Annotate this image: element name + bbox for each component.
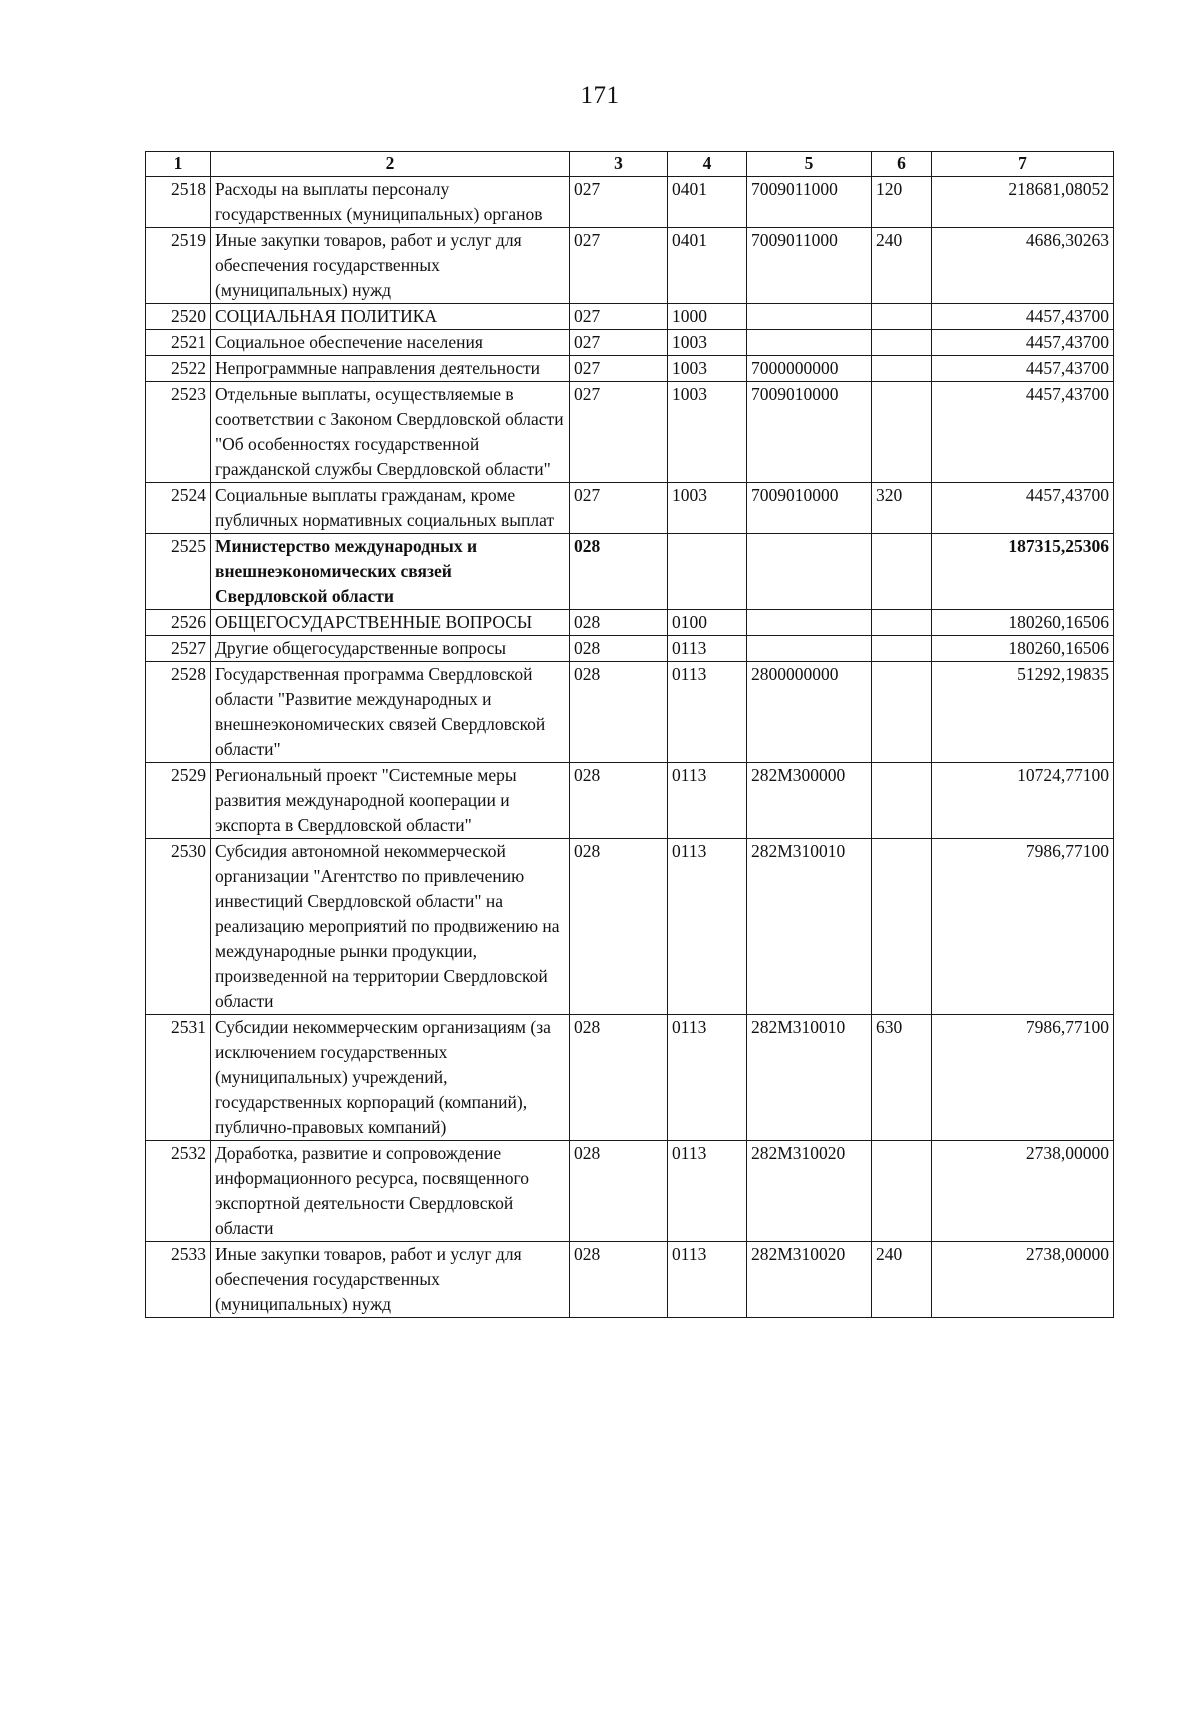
table-row	[146, 228, 1114, 304]
budget-table	[145, 151, 1114, 1318]
row-expense-type	[872, 356, 932, 382]
row-section-code	[668, 534, 747, 610]
row-target-code	[747, 534, 872, 610]
row-amount: 7986,77100	[932, 1015, 1114, 1141]
row-description: Министерство международных и внешнеэкономических связей Свердловской области	[211, 534, 570, 610]
table-row	[146, 839, 1114, 1015]
row-expense-type	[872, 839, 932, 1015]
row-amount: 4457,43700	[932, 330, 1114, 356]
header-col-3: 3	[570, 152, 668, 177]
row-ministry-code: 028	[570, 1015, 668, 1141]
row-section-code: 1000	[668, 304, 747, 330]
row-section-code: 1003	[668, 330, 747, 356]
row-number: 2524	[146, 483, 211, 534]
row-description: Социальные выплаты гражданам, кроме публичных нормативных социальных выплат	[211, 483, 570, 534]
row-target-code: 7009010000	[747, 382, 872, 483]
row-description: Отдельные выплаты, осуществляемые в соответствии с Законом Свердловской области "Об особенностях государственной гражданской службы Свердловской области"	[211, 382, 570, 483]
row-expense-type: 240	[872, 1242, 932, 1318]
row-number: 2526	[146, 610, 211, 636]
table-row	[146, 636, 1114, 662]
row-amount: 2738,00000	[932, 1141, 1114, 1242]
row-description: Другие общегосударственные вопросы	[211, 636, 570, 662]
row-number: 2527	[146, 636, 211, 662]
row-number: 2532	[146, 1141, 211, 1242]
row-expense-type	[872, 636, 932, 662]
row-expense-type: 240	[872, 228, 932, 304]
row-description: СОЦИАЛЬНАЯ ПОЛИТИКА	[211, 304, 570, 330]
table-row	[146, 1141, 1114, 1242]
row-number: 2533	[146, 1242, 211, 1318]
row-description: Субсидия автономной некоммерческой организации "Агентство по привлечению инвестиций Свердловской области" на реализацию мероприятий по продвижению на международные рынки продукции, произведенной на территории Свердловской области	[211, 839, 570, 1015]
row-description: Доработка, развитие и сопровождение информационного ресурса, посвященного экспортной деятельности Свердловской области	[211, 1141, 570, 1242]
row-ministry-code: 028	[570, 763, 668, 839]
row-section-code: 0113	[668, 662, 747, 763]
row-target-code	[747, 636, 872, 662]
table-row	[146, 304, 1114, 330]
row-number: 2519	[146, 228, 211, 304]
table-row	[146, 1015, 1114, 1141]
row-amount: 180260,16506	[932, 610, 1114, 636]
table-body	[146, 177, 1114, 1318]
row-number: 2518	[146, 177, 211, 228]
row-section-code: 0113	[668, 1141, 747, 1242]
row-expense-type	[872, 534, 932, 610]
table-row	[146, 177, 1114, 228]
row-amount: 51292,19835	[932, 662, 1114, 763]
header-col-4: 4	[668, 152, 747, 177]
table-row	[146, 382, 1114, 483]
row-amount: 7986,77100	[932, 839, 1114, 1015]
row-ministry-code: 027	[570, 483, 668, 534]
header-col-5: 5	[747, 152, 872, 177]
row-amount: 4457,43700	[932, 483, 1114, 534]
row-ministry-code: 028	[570, 1242, 668, 1318]
row-expense-type	[872, 763, 932, 839]
row-target-code	[747, 304, 872, 330]
row-target-code: 282М300000	[747, 763, 872, 839]
row-ministry-code: 027	[570, 382, 668, 483]
table-header	[146, 152, 1114, 177]
row-ministry-code: 028	[570, 636, 668, 662]
row-expense-type: 120	[872, 177, 932, 228]
row-ministry-code: 027	[570, 304, 668, 330]
row-section-code: 0113	[668, 636, 747, 662]
row-expense-type	[872, 382, 932, 483]
row-ministry-code: 027	[570, 330, 668, 356]
table-row	[146, 483, 1114, 534]
row-amount: 10724,77100	[932, 763, 1114, 839]
row-expense-type	[872, 1141, 932, 1242]
header-col-1: 1	[146, 152, 211, 177]
row-amount: 180260,16506	[932, 636, 1114, 662]
row-ministry-code: 028	[570, 1141, 668, 1242]
row-number: 2528	[146, 662, 211, 763]
row-number: 2529	[146, 763, 211, 839]
row-description: Государственная программа Свердловской области "Развитие международных и внешнеэкономических связей Свердловской области"	[211, 662, 570, 763]
row-target-code: 7009011000	[747, 228, 872, 304]
row-ministry-code: 028	[570, 610, 668, 636]
row-target-code: 7000000000	[747, 356, 872, 382]
row-expense-type	[872, 662, 932, 763]
row-ministry-code: 028	[570, 839, 668, 1015]
row-target-code: 282М310020	[747, 1242, 872, 1318]
row-description: Иные закупки товаров, работ и услуг для обеспечения государственных (муниципальных) нужд	[211, 1242, 570, 1318]
row-section-code: 1003	[668, 382, 747, 483]
row-description: Расходы на выплаты персоналу государственных (муниципальных) органов	[211, 177, 570, 228]
table-row	[146, 330, 1114, 356]
row-number: 2520	[146, 304, 211, 330]
row-section-code: 0113	[668, 1242, 747, 1318]
table-row	[146, 610, 1114, 636]
header-col-6: 6	[872, 152, 932, 177]
row-ministry-code: 027	[570, 228, 668, 304]
row-description: ОБЩЕГОСУДАРСТВЕННЫЕ ВОПРОСЫ	[211, 610, 570, 636]
row-description: Региональный проект "Системные меры развития международной кооперации и экспорта в Свердловской области"	[211, 763, 570, 839]
row-target-code	[747, 610, 872, 636]
table-row	[146, 662, 1114, 763]
row-description: Иные закупки товаров, работ и услуг для обеспечения государственных (муниципальных) нужд	[211, 228, 570, 304]
header-row	[146, 152, 1114, 177]
header-col-7: 7	[932, 152, 1114, 177]
table-row	[146, 1242, 1114, 1318]
row-description: Социальное обеспечение населения	[211, 330, 570, 356]
row-amount: 4457,43700	[932, 356, 1114, 382]
row-section-code: 0401	[668, 228, 747, 304]
row-target-code: 282М310010	[747, 839, 872, 1015]
row-ministry-code: 027	[570, 177, 668, 228]
row-amount: 2738,00000	[932, 1242, 1114, 1318]
header-col-2: 2	[211, 152, 570, 177]
row-number: 2522	[146, 356, 211, 382]
row-expense-type	[872, 304, 932, 330]
row-description: Субсидии некоммерческим организациям (за исключением государственных (муниципальных) учреждений, государственных корпораций (компаний), публично-правовых компаний)	[211, 1015, 570, 1141]
page-number: 171	[580, 82, 620, 109]
row-number: 2525	[146, 534, 211, 610]
row-amount: 187315,25306	[932, 534, 1114, 610]
row-expense-type	[872, 330, 932, 356]
row-number: 2530	[146, 839, 211, 1015]
row-section-code: 0401	[668, 177, 747, 228]
table-row	[146, 356, 1114, 382]
row-target-code: 282М310010	[747, 1015, 872, 1141]
row-ministry-code: 028	[570, 534, 668, 610]
row-expense-type: 320	[872, 483, 932, 534]
row-target-code: 7009011000	[747, 177, 872, 228]
row-amount: 4686,30263	[932, 228, 1114, 304]
table-row	[146, 534, 1114, 610]
row-number: 2523	[146, 382, 211, 483]
row-section-code: 1003	[668, 356, 747, 382]
row-target-code	[747, 330, 872, 356]
row-section-code: 1003	[668, 483, 747, 534]
row-expense-type	[872, 610, 932, 636]
row-ministry-code: 027	[570, 356, 668, 382]
row-section-code: 0100	[668, 610, 747, 636]
row-expense-type: 630	[872, 1015, 932, 1141]
row-target-code: 2800000000	[747, 662, 872, 763]
row-target-code: 7009010000	[747, 483, 872, 534]
row-number: 2521	[146, 330, 211, 356]
row-section-code: 0113	[668, 1015, 747, 1141]
row-description: Непрограммные направления деятельности	[211, 356, 570, 382]
row-amount: 4457,43700	[932, 304, 1114, 330]
row-amount: 4457,43700	[932, 382, 1114, 483]
row-section-code: 0113	[668, 763, 747, 839]
row-ministry-code: 028	[570, 662, 668, 763]
row-number: 2531	[146, 1015, 211, 1141]
row-section-code: 0113	[668, 839, 747, 1015]
row-amount: 218681,08052	[932, 177, 1114, 228]
row-target-code: 282М310020	[747, 1141, 872, 1242]
table-row	[146, 763, 1114, 839]
